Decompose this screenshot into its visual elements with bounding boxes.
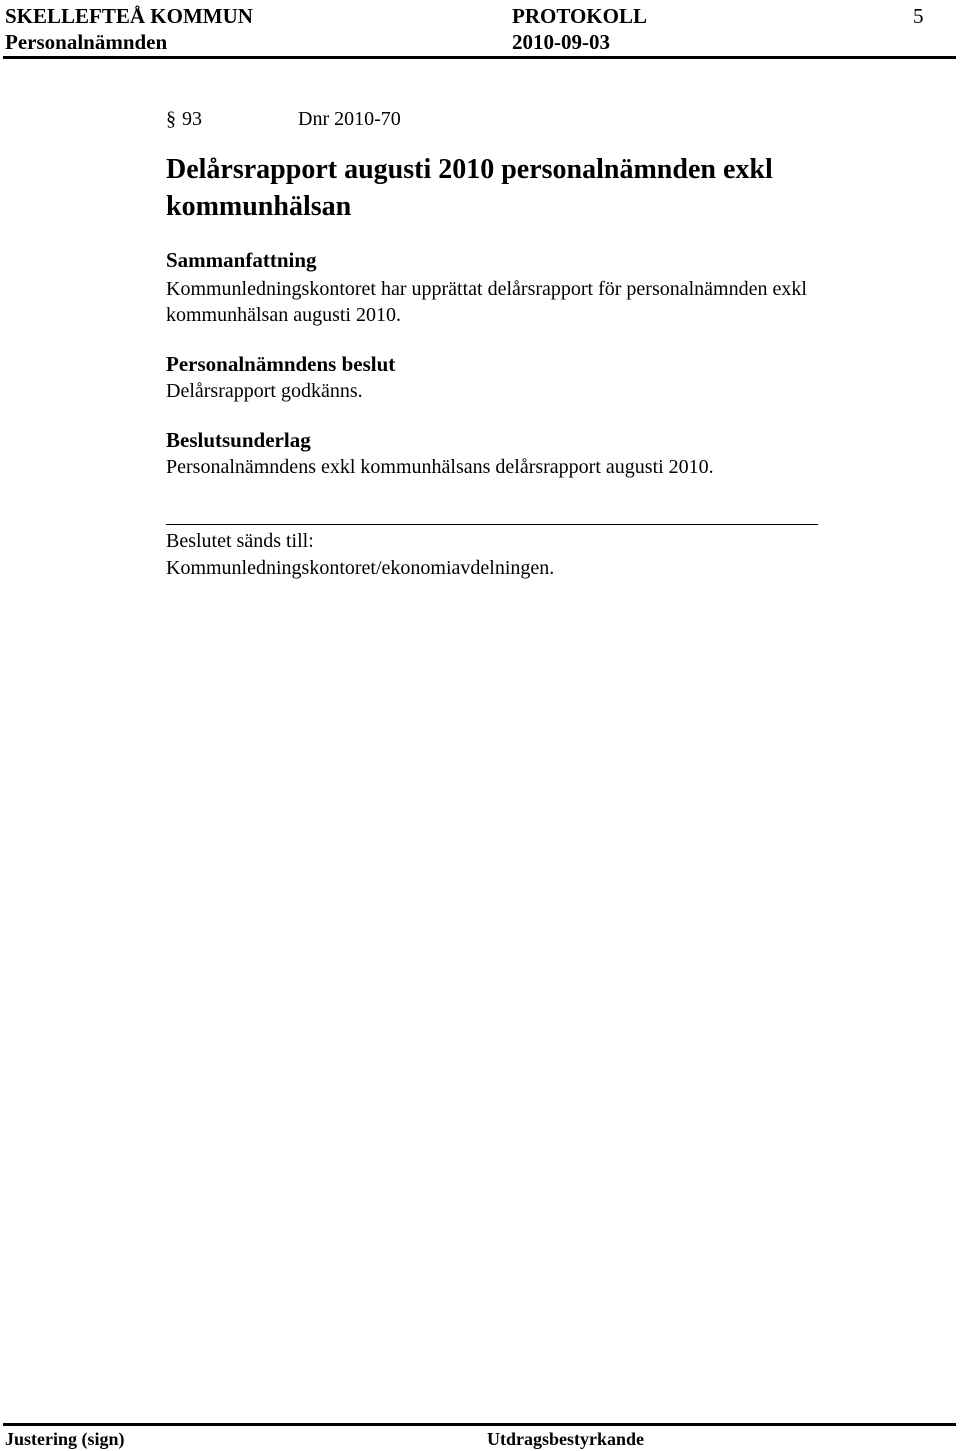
header-divider: [3, 56, 956, 59]
distribution-divider: [166, 524, 818, 525]
organization-name: SKELLEFTEÅ KOMMUN: [5, 4, 253, 28]
document-title-line-1: Delårsrapport augusti 2010 personalnämnden exkl: [166, 154, 773, 185]
basis-heading: Beslutsunderlag: [166, 428, 311, 452]
footer-divider: [3, 1423, 956, 1426]
decision-text: Delårsrapport godkänns.: [166, 380, 363, 402]
document-type: PROTOKOLL: [512, 4, 647, 28]
summary-text-line-1: Kommunledningskontoret har upprättat delårsrapport för personalnämnden exkl: [166, 278, 807, 300]
footer-certification: Utdragsbestyrkande: [487, 1429, 645, 1449]
case-number: Dnr 2010-70: [298, 108, 401, 130]
summary-text-line-2: kommunhälsan augusti 2010.: [166, 304, 401, 326]
distribution-label: Beslutet sänds till:: [166, 530, 314, 552]
document-title-line-2: kommunhälsan: [166, 191, 352, 222]
distribution-recipient: Kommunledningskontoret/ekonomiavdelningen.: [166, 557, 555, 579]
paragraph-number: 93: [182, 108, 202, 130]
decision-heading: Personalnämndens beslut: [166, 352, 396, 376]
footer-adjustment-signature: Justering (sign): [5, 1429, 125, 1449]
basis-text: Personalnämndens exkl kommunhälsans delårsrapport augusti 2010.: [166, 456, 714, 478]
meeting-date: 2010-09-03: [512, 30, 610, 54]
paragraph-sign: §: [166, 108, 176, 130]
summary-heading: Sammanfattning: [166, 248, 317, 272]
board-name: Personalnämnden: [5, 30, 168, 54]
page-number: 5: [913, 4, 924, 28]
